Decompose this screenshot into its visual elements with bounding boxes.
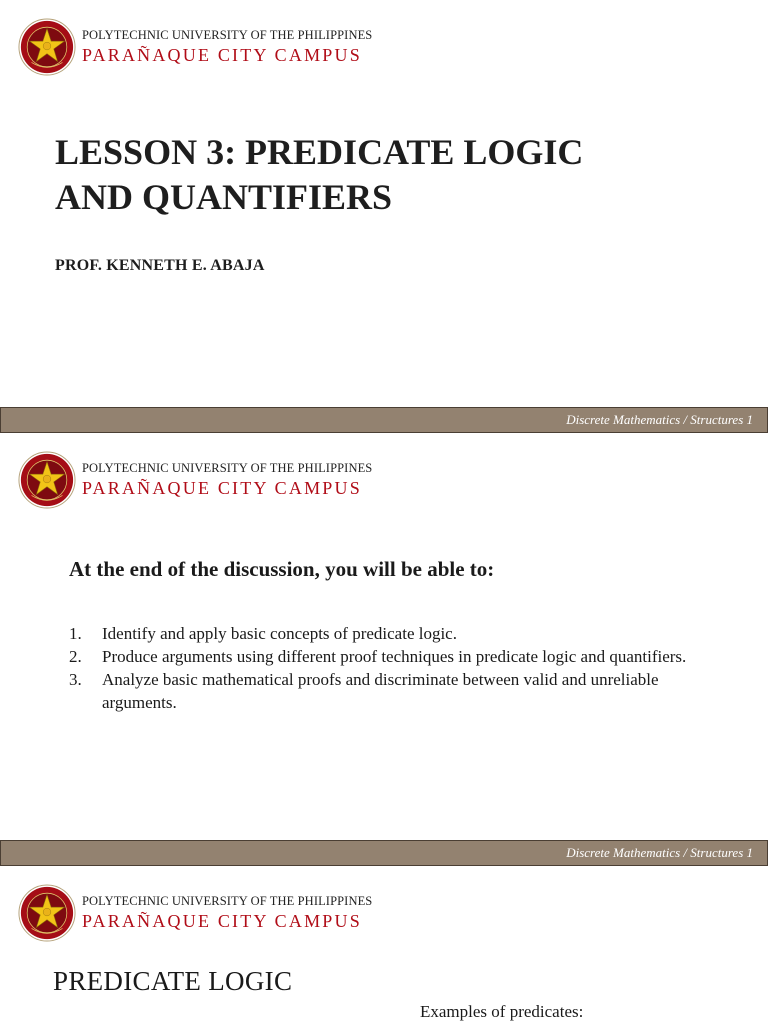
course-name: Discrete Mathematics / Structures 1 xyxy=(566,412,753,427)
lesson-title-line-1: LESSON 3: PREDICATE LOGIC xyxy=(55,132,584,172)
course-name: Discrete Mathematics / Structures 1 xyxy=(566,845,753,860)
campus-name: PARAÑAQUE CITY CAMPUS xyxy=(82,911,362,931)
slide-objectives xyxy=(0,433,768,866)
objectives-list xyxy=(69,622,709,714)
footer-bar xyxy=(0,407,768,433)
university-name: POLYTECHNIC UNIVERSITY OF THE PHILIPPINES xyxy=(82,894,373,908)
slide-title xyxy=(0,0,768,433)
list-item-text: Identify and apply basic concepts of predicate logic. xyxy=(102,624,457,643)
list-item xyxy=(69,645,709,668)
campus-name: PARAÑAQUE CITY CAMPUS xyxy=(82,45,362,65)
list-item-text: Produce arguments using different proof techniques in predicate logic and quantifiers. xyxy=(102,647,687,666)
lesson-title xyxy=(55,130,583,220)
slide-predicate-logic xyxy=(0,866,768,1024)
professor-name: PROF. KENNETH E. ABAJA xyxy=(55,257,265,274)
list-item-number: 1. xyxy=(69,624,82,643)
list-item-number: 2. xyxy=(69,647,82,666)
section-title: PREDICATE LOGIC xyxy=(53,966,293,996)
list-item xyxy=(69,622,709,645)
footer-bar xyxy=(0,840,768,866)
list-item xyxy=(69,668,709,714)
pup-seal-icon xyxy=(18,451,76,509)
pup-seal-icon xyxy=(18,18,76,76)
objectives-heading: At the end of the discussion, you will be able to: xyxy=(69,557,495,581)
campus-name: PARAÑAQUE CITY CAMPUS xyxy=(82,478,362,498)
list-item-number: 3. xyxy=(69,670,82,689)
university-name: POLYTECHNIC UNIVERSITY OF THE PHILIPPINES xyxy=(82,461,373,475)
pup-seal-icon xyxy=(18,884,76,942)
lesson-title-line-2: AND QUANTIFIERS xyxy=(55,177,393,217)
list-item-text: Analyze basic mathematical proofs and discriminate between valid and unreliable arguments. xyxy=(102,670,659,712)
university-name: POLYTECHNIC UNIVERSITY OF THE PHILIPPINES xyxy=(82,28,373,42)
examples-label: Examples of predicates: xyxy=(420,1002,584,1021)
